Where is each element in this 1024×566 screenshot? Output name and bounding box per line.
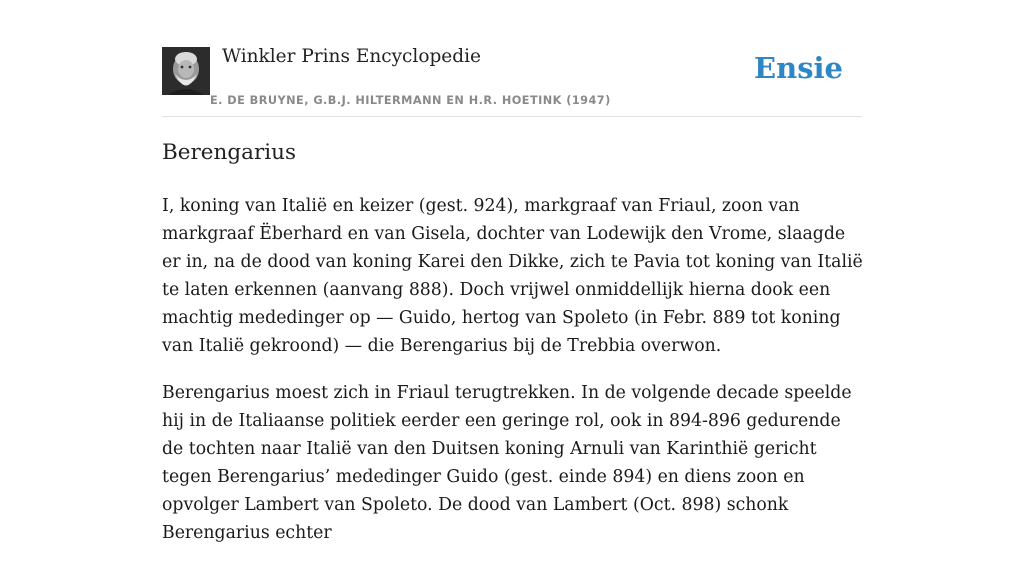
article-paragraph: I, koning van Italië en keizer (gest. 924), markgraaf van Friaul, zoon van markgraaf Ëberhard en van Gisela, dochter van Lodewijk den Vrome, slaagde er in, na de dood van koning Karei den Dikke, zich te Pavia tot koning van Italië te laten erkennen (aanvang 888). Doch vrijwel onmiddellijk hierna dook een machtig mededinger op — Guido, hertog van Spoleto (in Febr. 889 tot koning van Italië gekroond) — die Berengarius bij de Trebbia overwon.: [162, 196, 863, 356]
site-header: [162, 0, 862, 117]
article-title: Berengarius: [162, 140, 296, 165]
article-body: [162, 192, 864, 566]
site-title[interactable]: Winkler Prins Encyclopedie: [222, 46, 481, 67]
authors-byline: E. DE BRUYNE, G.B.J. HILTERMANN EN H.R. HOETINK (1947): [210, 94, 611, 107]
page: [162, 0, 863, 543]
brand-logo-link[interactable]: Ensie: [754, 51, 843, 85]
article-paragraph: Berengarius moest zich in Friaul terugtrekken. In de volgende decade speelde hij in de Italiaanse politiek eerder een geringe rol, ook in 894-896 gedurende de tochten naar Italië van den Duitsen koning Arnuli van Karinthië gericht tegen Berengarius’ mededinger Guido (gest. einde 894) en diens zoon en opvolger Lambert van Spoleto. De dood van Lambert (Oct. 898) schonk Berengarius echter: [162, 383, 852, 543]
portrait-avatar-icon[interactable]: [162, 47, 210, 95]
